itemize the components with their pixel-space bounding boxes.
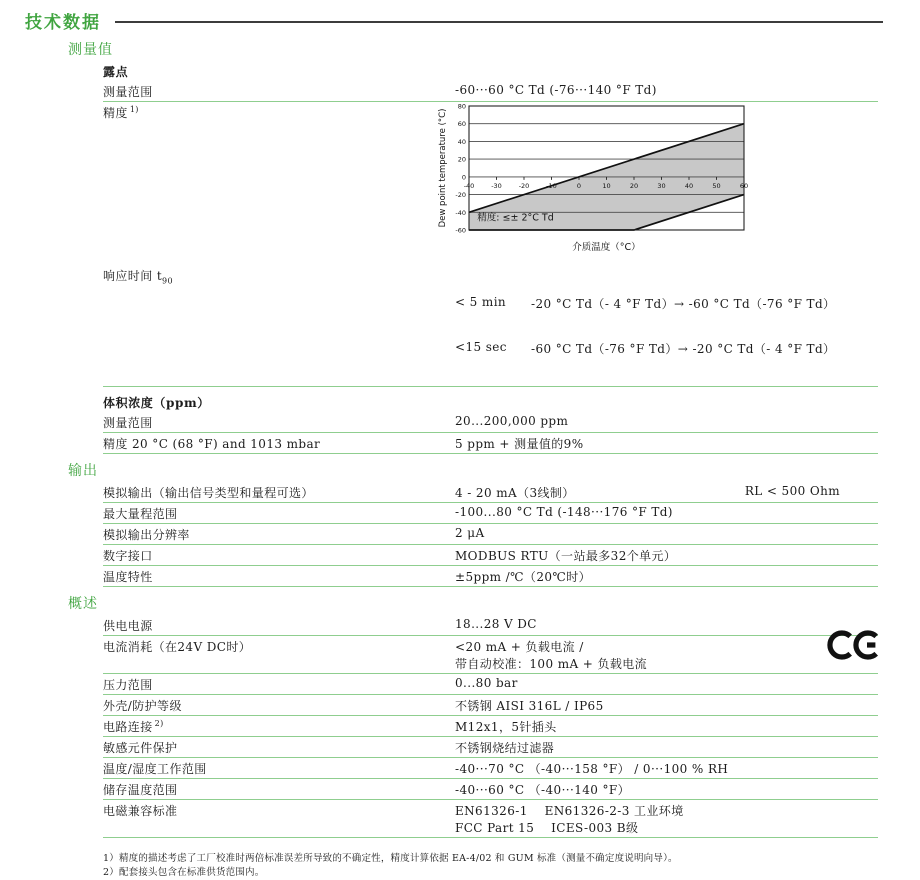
spec-label — [103, 526, 455, 543]
svg-text:-20: -20 — [455, 191, 466, 200]
spec-value-text: <20 mA + 负载电流 / — [455, 640, 584, 654]
spec-value-line — [455, 638, 878, 655]
spec-label: 精度 20 °C (68 °F) and 1013 mbar — [103, 437, 321, 451]
spec-value — [455, 484, 878, 501]
spec-value-extra: RL < 500 Ohm — [744, 484, 840, 498]
spec-label — [103, 505, 455, 522]
spec-label: 测量范围 — [103, 416, 153, 430]
spec-label-text: 外壳/防护等级 — [103, 699, 182, 713]
response-time-1: < 5 min — [455, 295, 507, 309]
section-heading-measured: 测量值 — [68, 42, 113, 58]
spec-label — [103, 781, 455, 798]
spec-row — [103, 482, 878, 503]
spec-value — [455, 638, 878, 672]
spec-label — [103, 676, 455, 693]
svg-text:-40: -40 — [463, 181, 475, 190]
svg-text:-10: -10 — [546, 181, 557, 190]
spec-value-line — [455, 505, 878, 519]
response-time-row — [103, 265, 878, 387]
svg-text:0: 0 — [461, 173, 466, 182]
spec-row — [103, 716, 878, 737]
overview-rows — [103, 615, 878, 838]
response-subscript: 90 — [162, 276, 174, 286]
spec-label-text: 温度特性 — [103, 570, 153, 584]
spec-label-text: 数字接口 — [103, 549, 153, 563]
ce-mark-icon — [826, 628, 880, 662]
spec-row — [103, 674, 878, 695]
spec-label — [103, 760, 455, 777]
spec-value-line — [455, 739, 878, 756]
spec-label-text: 电磁兼容标准 — [103, 804, 178, 818]
spec-label-text: 最大量程范围 — [103, 507, 178, 521]
spec-label — [103, 267, 455, 285]
svg-text:60: 60 — [739, 181, 749, 190]
spec-label — [103, 697, 455, 714]
x-axis-title: 介质温度（°C） — [572, 242, 641, 253]
spec-label — [103, 568, 455, 585]
footnote-ref-1: 1) — [129, 105, 139, 114]
spec-row — [103, 433, 878, 454]
spec-value-text: -100...80 °C Td (-148···176 °F Td) — [455, 505, 673, 519]
spec-row — [103, 503, 878, 524]
page-header — [25, 8, 920, 33]
spec-label-text: 模拟输出（输出信号类型和量程可选） — [103, 486, 314, 500]
spec-label — [103, 718, 455, 735]
subhead-dew-point: 露点 — [103, 65, 129, 79]
accuracy-chart — [435, 102, 757, 254]
spec-row — [103, 566, 878, 587]
spec-value — [455, 526, 878, 540]
spec-label — [103, 104, 455, 121]
spec-value-text: 不锈钢 AISI 316L / IP65 — [455, 699, 604, 713]
spec-row — [103, 412, 878, 433]
svg-text:40: 40 — [684, 181, 694, 190]
spec-label-text: 供电电源 — [103, 619, 153, 633]
spec-row — [103, 524, 878, 545]
response-time-2: <15 sec — [455, 340, 507, 354]
spec-value — [455, 718, 878, 735]
accuracy-annotation: 精度: ≤± 2°C Td — [477, 212, 554, 224]
accuracy-chart-svg — [435, 102, 757, 254]
spec-value-text: EN61326-1 EN61326-2-3 工业环境 — [455, 804, 684, 818]
spec-label — [103, 802, 455, 819]
spec-row — [103, 545, 878, 566]
section-heading-overview: 概述 — [68, 596, 98, 612]
spec-value-text: MODBUS RTU（一站最多32个单元） — [455, 549, 677, 563]
spec-label-text: 敏感元件保护 — [103, 741, 178, 755]
spec-value-line — [455, 676, 878, 690]
spec-value-text: 0...80 bar — [455, 676, 518, 690]
svg-text:50: 50 — [712, 181, 721, 190]
spec-label — [103, 638, 455, 655]
subhead-volume: 体积浓度（ppm） — [103, 396, 210, 410]
accuracy-row — [103, 102, 878, 254]
spec-value-line — [455, 484, 878, 501]
spec-value: -60···60 °C Td (-76···140 °F Td) — [455, 83, 657, 97]
spec-label — [103, 484, 455, 501]
subhead-row-volume — [103, 392, 878, 412]
spec-row — [103, 81, 878, 102]
svg-text:10: 10 — [602, 181, 611, 190]
subhead-row-dew-point — [103, 61, 878, 81]
spec-value — [455, 505, 878, 519]
footnotes — [103, 852, 920, 880]
svg-text:30: 30 — [657, 181, 666, 190]
footnote-ref-2: 2) — [154, 719, 164, 728]
spec-label — [103, 547, 455, 564]
spec-row — [103, 758, 878, 779]
y-axis-title: Dew point temperature (°C) — [438, 108, 448, 228]
spec-label: 测量范围 — [103, 85, 153, 99]
spec-value-text: -40···60 °C （-40···140 °F） — [455, 783, 631, 797]
spec-value-text: 2 μA — [455, 526, 485, 540]
header-rule — [115, 21, 883, 23]
svg-text:-60: -60 — [455, 226, 466, 235]
accuracy-label: 精度 — [103, 106, 128, 120]
spec-label — [103, 739, 455, 756]
spec-value — [455, 617, 878, 631]
svg-text:60: 60 — [457, 120, 466, 129]
spec-label-text: 模拟输出分辨率 — [103, 528, 190, 542]
spec-row — [103, 737, 878, 758]
spec-value-line — [455, 760, 878, 777]
svg-text:-40: -40 — [455, 208, 466, 217]
measured-rows — [103, 61, 878, 454]
spec-value-line — [455, 781, 878, 798]
spec-label-text: 压力范围 — [103, 678, 153, 692]
spec-value-line — [455, 718, 878, 735]
page-title: 技术数据 — [25, 13, 101, 33]
spec-value: 5 ppm + 测量值的9% — [455, 437, 584, 451]
spec-value-line — [455, 802, 878, 819]
spec-label-text: 电路连接 — [103, 720, 153, 734]
response-range-1: -20 °C Td（- 4 °F Td）→ -60 °C Td（-76 °F Td） — [531, 297, 836, 311]
spec-value-text: 不锈钢烧结过滤器 — [455, 741, 555, 755]
footnote-1: 1）精度的描述考虑了工厂校准时两倍标准误差所导致的不确定性，精度计算依据 EA-4/02 和 GUM 标准（测量不确定度说明向导）。 — [103, 853, 678, 864]
spec-value — [455, 760, 878, 777]
svg-text:80: 80 — [457, 102, 466, 111]
svg-text:20: 20 — [629, 181, 639, 190]
spec-value-line — [455, 697, 878, 714]
spec-value: 20...200,000 ppm — [455, 414, 569, 428]
svg-text:20: 20 — [457, 155, 466, 164]
spec-label-text: 储存温度范围 — [103, 783, 178, 797]
svg-text:0: 0 — [576, 181, 582, 190]
spec-value — [455, 676, 878, 690]
spec-value-line — [455, 617, 878, 631]
spec-value — [455, 547, 878, 564]
response-label: 响应时间 t — [103, 269, 163, 283]
spec-value-line — [455, 526, 878, 540]
spec-label-text: 温度/湿度工作范围 — [103, 762, 207, 776]
spec-value-text: 18...28 V DC — [455, 617, 537, 631]
spec-row — [103, 800, 878, 838]
response-line-1 — [455, 295, 878, 312]
spec-row — [103, 615, 878, 636]
spec-value — [455, 697, 878, 714]
spec-value-text: ±5ppm /℃（20℃时） — [455, 570, 592, 584]
response-range-2: -60 °C Td（-76 °F Td）→ -20 °C Td（- 4 °F Td） — [531, 342, 836, 356]
spec-value — [455, 739, 878, 756]
spec-value-text: -40···70 °C （-40···158 °F） / 0···100 % RH — [455, 762, 729, 776]
spec-row — [103, 636, 878, 674]
footnote-2: 2）配套接头包含在标准供货范围内。 — [103, 867, 265, 878]
section-heading-output: 输出 — [68, 463, 98, 479]
spec-label — [103, 617, 455, 634]
spec-value-line-2: 带自动校准：100 mA + 负载电流 — [455, 657, 648, 671]
spec-value — [455, 802, 878, 836]
spec-row — [103, 779, 878, 800]
svg-text:-20: -20 — [518, 181, 530, 190]
response-line-2 — [455, 340, 878, 357]
spec-value-text: M12x1，5针插头 — [455, 720, 557, 734]
spec-value — [455, 568, 878, 585]
spec-value-line — [455, 547, 878, 564]
spec-row — [103, 695, 878, 716]
spec-value-line-2: FCC Part 15 ICES-003 B级 — [455, 821, 639, 835]
spec-value-text: 4 - 20 mA（3线制） — [455, 486, 575, 500]
spec-label-text: 电流消耗（在24V DC时） — [103, 640, 252, 654]
spec-value — [455, 267, 878, 385]
spec-value-line — [455, 568, 878, 585]
output-rows — [103, 482, 878, 587]
svg-text:-30: -30 — [491, 181, 502, 190]
svg-text:40: 40 — [457, 137, 466, 146]
spec-value — [455, 781, 878, 798]
